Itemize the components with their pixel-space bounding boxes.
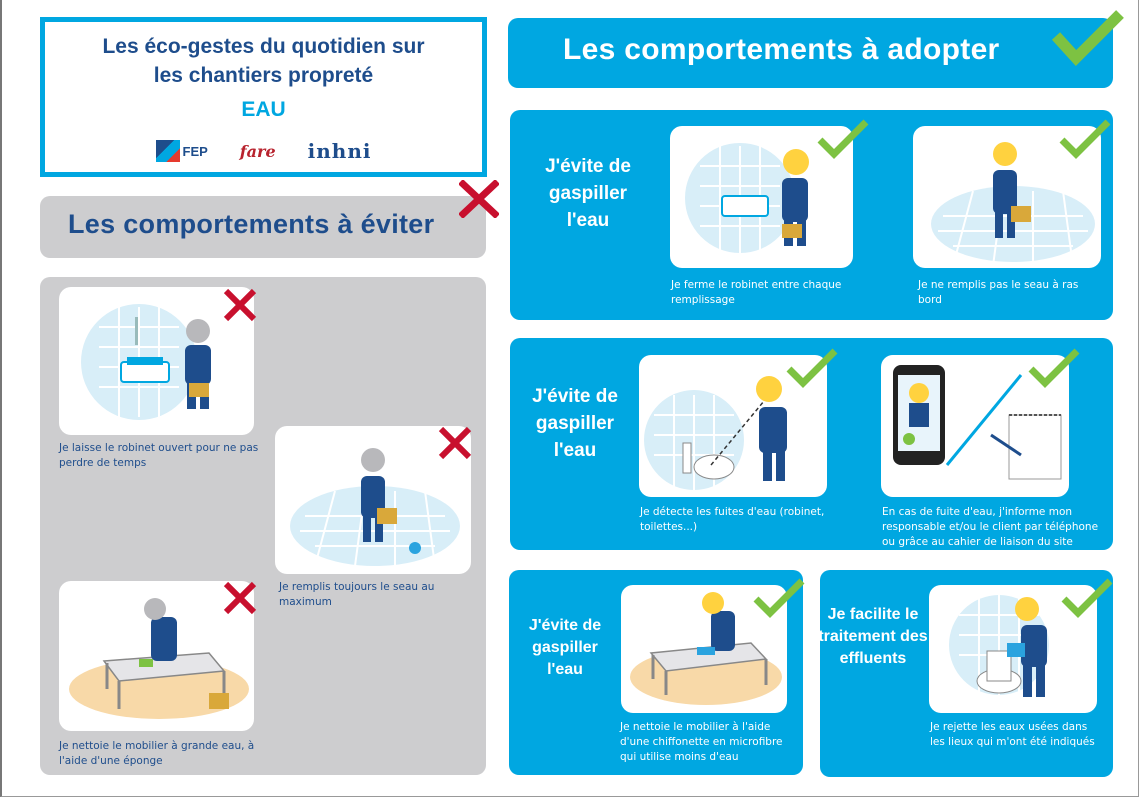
check-icon	[816, 118, 870, 162]
adopt-section-2-label: J'évite de gaspiller l'eau	[532, 386, 618, 461]
adopt-caption-1-1: Je ferme le robinet entre chaque remplissage	[671, 279, 842, 306]
avoid-caption-2: Je remplis toujours le seau au maximum	[279, 581, 435, 608]
check-icon	[1050, 8, 1125, 68]
avoid-caption-1: Je laisse le robinet ouvert pour ne pas perdre de temps	[59, 442, 259, 469]
adopt-caption-2-1: Je détecte les fuites d'eau (robinet, toilettes...)	[640, 506, 825, 533]
fep-logo-text: FEP	[182, 143, 208, 159]
avoid-header	[40, 196, 486, 258]
page-subtitle: EAU	[241, 98, 286, 121]
page-title: Les éco-gestes du quotidien sur les chantiers propreté	[102, 35, 425, 87]
adopt-header	[508, 18, 1113, 88]
adopt-section-1-label: J'évite de gaspiller l'eau	[545, 156, 631, 231]
check-icon	[785, 347, 839, 391]
title-box	[40, 17, 487, 177]
adopt-title: Les comportements à adopter	[563, 33, 1000, 66]
cross-icon	[222, 287, 258, 323]
check-icon	[1060, 577, 1114, 621]
adopt-caption-2-2: En cas de fuite d'eau, j'informe mon responsable et/ou le client par téléphone ou grâce au cahier de liaison du site	[882, 506, 1099, 548]
inhni-logo	[308, 139, 372, 163]
check-icon	[1027, 347, 1081, 391]
fep-logo-mark	[156, 140, 180, 162]
cross-icon	[222, 580, 258, 616]
avoid-title: Les comportements à éviter	[68, 209, 435, 239]
inhni-logo-text: inhni	[307, 139, 372, 163]
cross-icon	[459, 180, 499, 218]
partner-logos	[45, 136, 482, 166]
adopt-section-3-label: J'évite de gaspiller l'eau	[528, 617, 602, 678]
avoid-caption-3: Je nettoie le mobilier à grande eau, à l'aide d'une éponge	[59, 740, 255, 767]
fep-logo	[156, 140, 208, 162]
adopt-caption-3-1: Je nettoie le mobilier à l'aide d'une chiffonette en microfibre qui utilise moins d'eau	[620, 721, 783, 763]
check-icon	[752, 577, 806, 621]
fare-logo	[240, 142, 276, 161]
adopt-caption-4-1: Je rejette les eaux usées dans les lieux qui m'ont été indiqués	[930, 721, 1095, 748]
fare-logo-text: fare	[239, 141, 276, 161]
adopt-section-4-label: Je facilite le traitement des effluents	[818, 606, 928, 667]
adopt-caption-1-2: Je ne remplis pas le seau à ras bord	[918, 279, 1079, 306]
cross-icon	[437, 425, 473, 461]
check-icon	[1058, 118, 1112, 162]
